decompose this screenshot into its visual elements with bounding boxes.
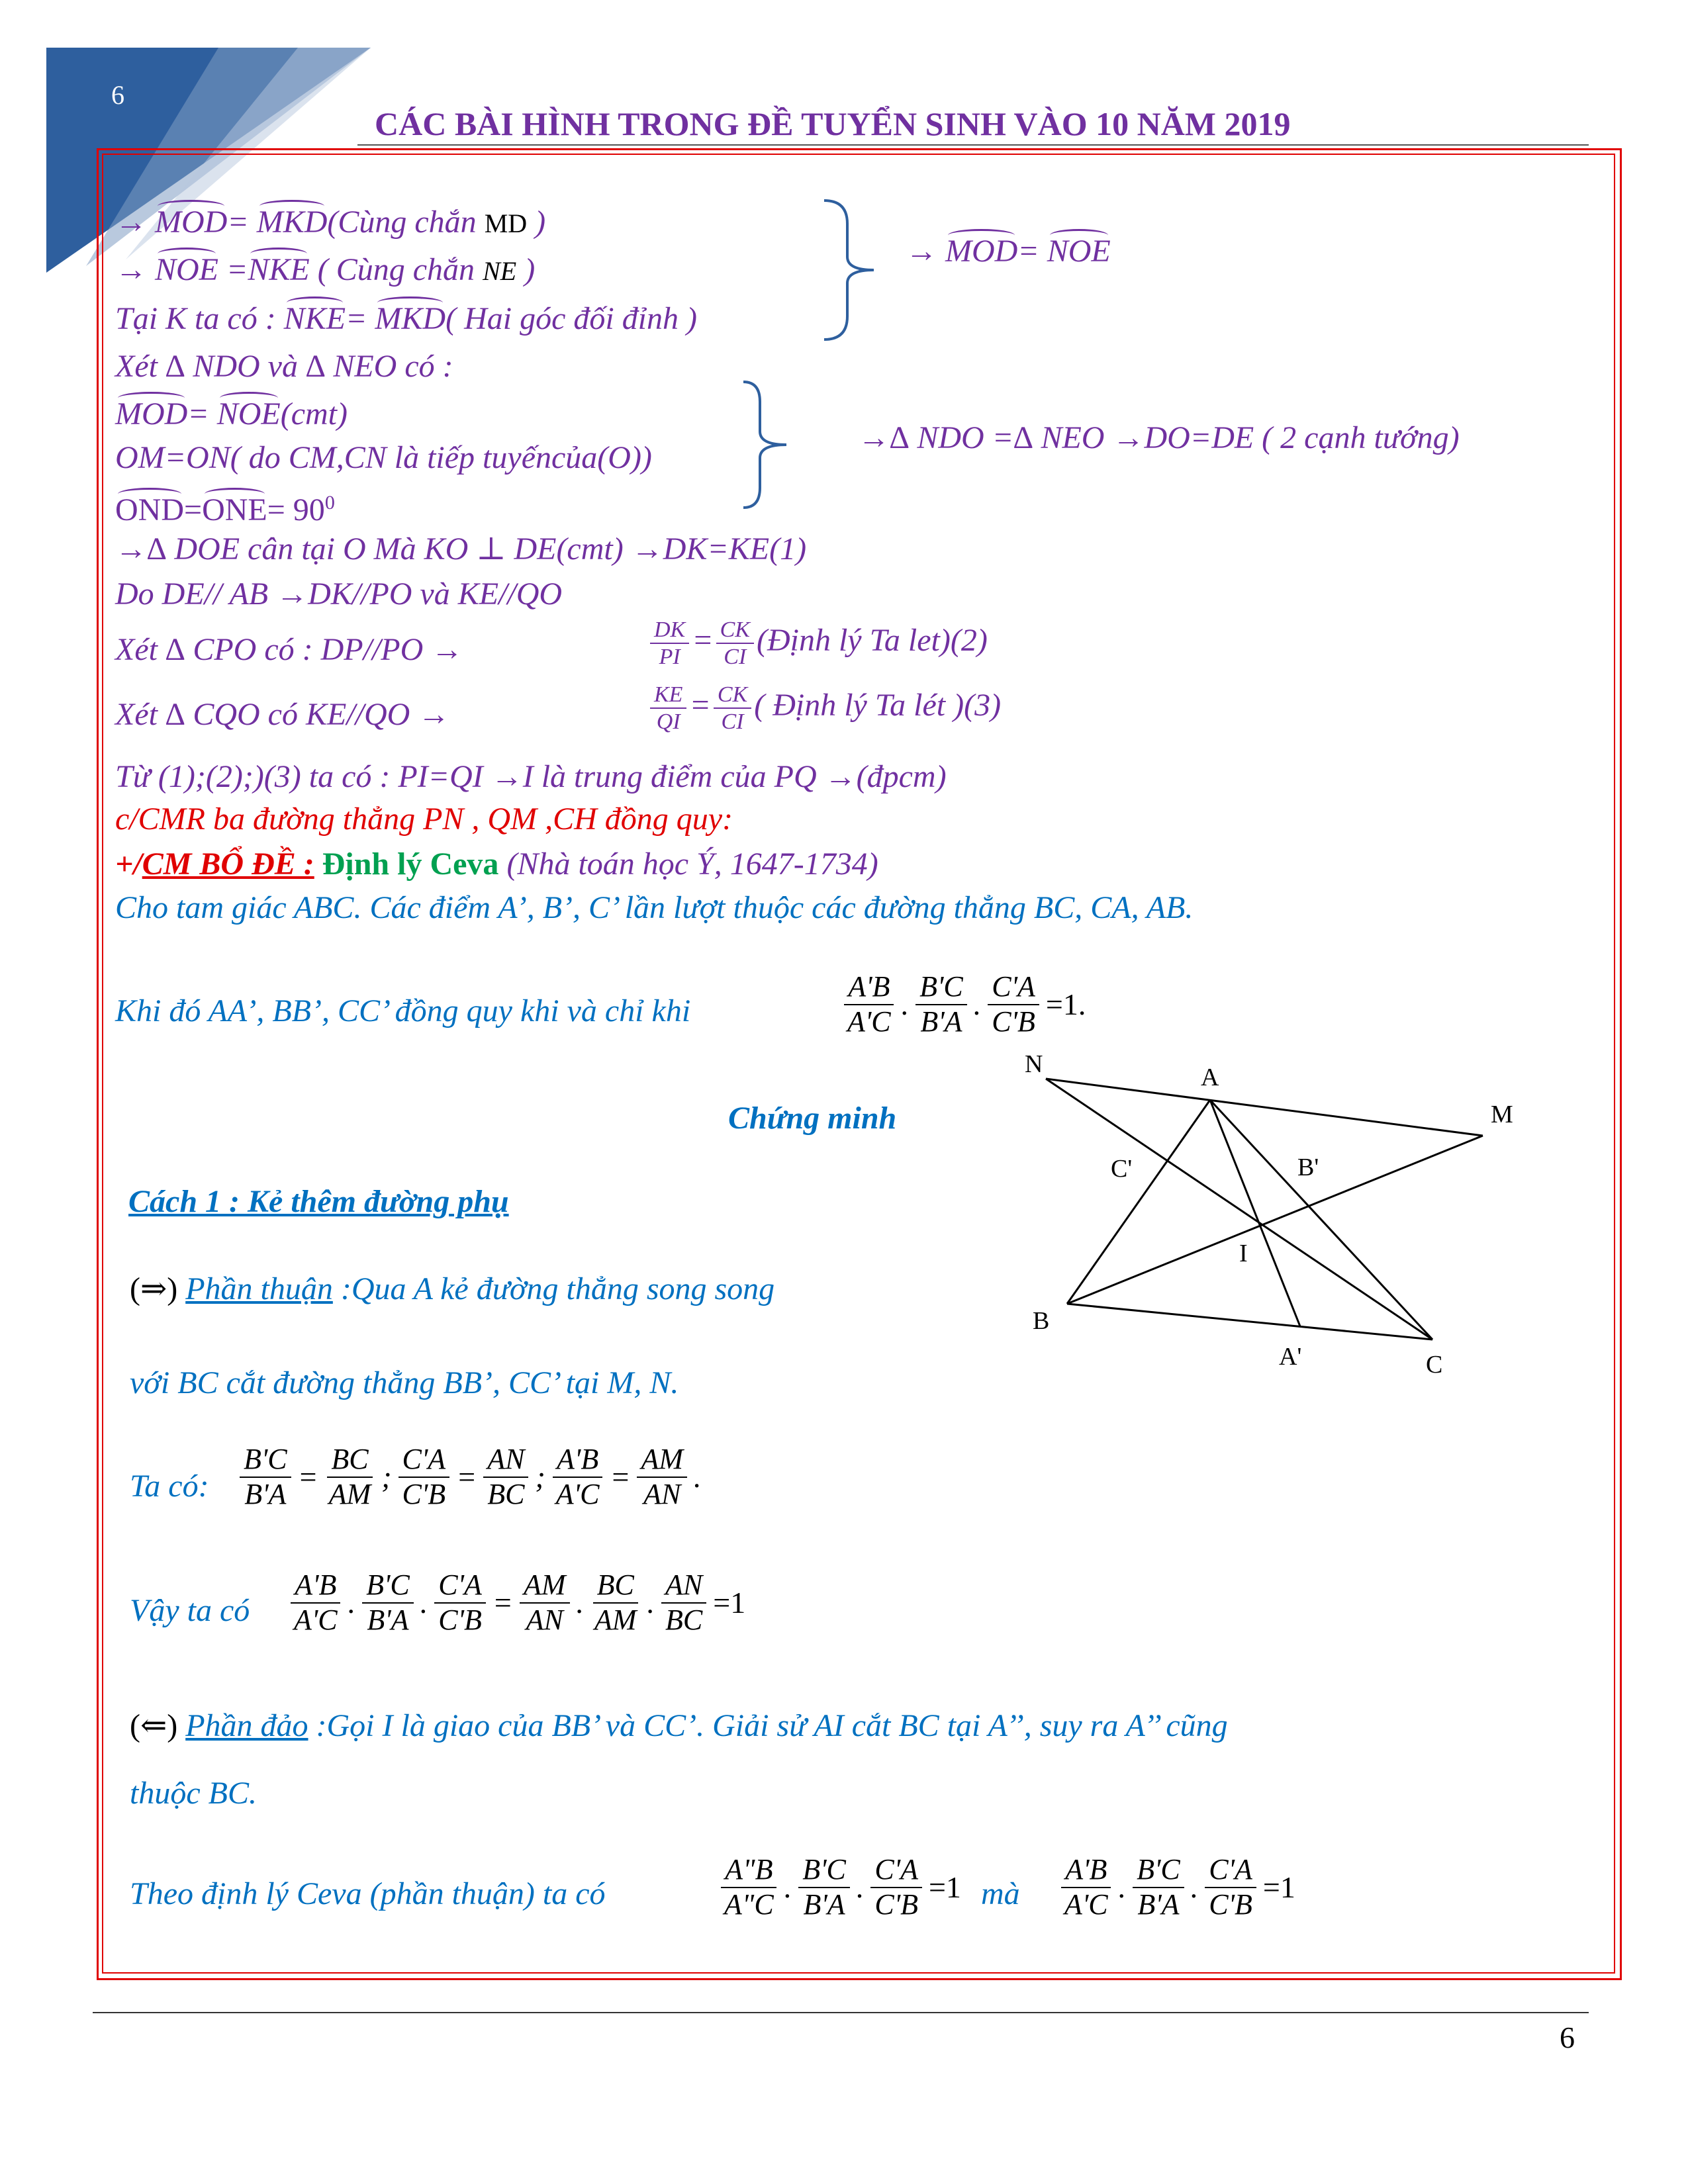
line-11: Xét ∆ CQO có KE//QO → — [115, 697, 450, 732]
line-10-formula: $\frac{DK}{PI}$ = $\frac{CK}{CI}$ (Định lý Ta let)(2) — [647, 617, 988, 670]
angle-mod-3: MOD — [115, 394, 187, 434]
angle-nke: NKE — [248, 250, 309, 290]
label-n: N — [1025, 1050, 1043, 1078]
forward-line: (⇒) Phần thuận :Qua A kẻ đường thẳng song song — [130, 1271, 775, 1306]
line-15: Cho tam giác ABC. Các điểm A’, B’, C’ lần lượt thuộc các đường thẳng BC, CA, AB. — [115, 890, 1194, 925]
label-b: B — [1033, 1307, 1050, 1335]
line-ab — [1067, 1100, 1210, 1304]
proof-heading: Chứng minh — [728, 1101, 897, 1136]
brace-1-result: → MOD= NOE — [906, 232, 1111, 271]
ma-word: mà — [981, 1876, 1020, 1911]
footer-rule — [93, 2012, 1589, 2013]
brace-2 — [740, 379, 793, 511]
angle-mkd: MKD — [257, 203, 328, 242]
method-1-heading: Cách 1 : Kẻ thêm đường phụ — [128, 1184, 509, 1219]
line-5: MOD= NOE(cmt) — [115, 394, 348, 434]
arc-ne: NE — [483, 256, 517, 286]
angle-mod-r: MOD — [945, 232, 1017, 271]
label-c: C — [1426, 1351, 1443, 1379]
angle-nke-2: NKE — [284, 299, 346, 339]
line-9: Do DE// AB →DK//PO và KE//QO — [115, 576, 563, 612]
label-c1: C' — [1111, 1155, 1133, 1183]
label-b1: B' — [1297, 1154, 1319, 1181]
page-title: CÁC BÀI HÌNH TRONG ĐỀ TUYỂN SINH VÀO 10 NĂM 2019 — [375, 105, 1291, 142]
theo-line: Theo định lý Ceva (phần thuận) ta có — [130, 1876, 606, 1911]
line-14: +/CM BỔ ĐỀ : Định lý Ceva (Nhà toán học Ý, 1647-1734) — [115, 846, 878, 882]
label-m: M — [1491, 1101, 1513, 1128]
line-bc — [1067, 1304, 1432, 1340]
line-16: Khi đó AA’, BB’, CC’ đồng quy khi và chỉ khi — [115, 993, 691, 1028]
taco-label: Ta có: — [130, 1469, 209, 1504]
vay-label: Vậy ta có — [130, 1593, 250, 1628]
ceva-formula: $\frac{A'B}{A'C}$ . $\frac{B'C}{B'A}$ . $\frac{C'A}{C'B}$ =1. — [841, 970, 1090, 1038]
line-aa1 — [1210, 1100, 1300, 1326]
forward-line-2: với BC cắt đường thẳng BB’, CC’ tại M, N. — [130, 1365, 679, 1400]
line-1: → MOD= MKD(Cùng chắn MD ) — [115, 203, 545, 244]
angle-mod: MOD — [155, 203, 227, 242]
angle-noe: NOE — [155, 250, 218, 290]
line-10: Xét ∆ CPO có : DP//PO → — [115, 632, 463, 667]
angle-noe-r: NOE — [1047, 232, 1111, 271]
brace-2-result: →∆ NDO =∆ NEO →DO=DE ( 2 cạnh tướng) — [858, 420, 1460, 455]
arc-md: MD — [484, 208, 528, 238]
page-badge-number: 6 — [111, 80, 124, 110]
ceva-figure — [1019, 1039, 1549, 1396]
line-11-formula: $\frac{KE}{QI}$ = $\frac{CK}{CI}$ ( Định lý Ta lét )(3) — [647, 682, 1001, 735]
angle-ond: OND — [115, 490, 184, 530]
angle-mkd-2: MKD — [375, 299, 445, 339]
footer-page-number: 6 — [1560, 2021, 1575, 2054]
reverse-line: (⇐) Phần đảo :Gọi I là giao của BB’ và CC’. Giải sử AI cắt BC tại A’’, suy ra A’’ cũng — [130, 1708, 1228, 1743]
line-6: OM=ON( do CM,CN là tiếp tuyếncủa(O)) — [115, 440, 652, 475]
line-3: Tại K ta có : NKE= MKD( Hai góc đối đỉnh ) — [115, 299, 697, 339]
line-2: → NOE =NKE ( Cùng chắn NE ) — [115, 250, 535, 291]
line-12: Từ (1);(2);)(3) ta có : PI=QI →I là trung điểm của PQ →(đpcm) — [115, 759, 947, 794]
label-a: A — [1201, 1064, 1219, 1091]
line-13: c/CMR ba đường thẳng PN , QM ,CH đồng quy: — [115, 801, 733, 837]
theo-formula-rhs: $\frac{A'B}{A'C}$ . $\frac{B'C}{B'A}$ . $\frac{C'A}{C'B}$ =1 — [1058, 1853, 1299, 1921]
label-a1: A' — [1279, 1343, 1302, 1371]
vay-formula: $\frac{A'B}{A'C}$ . $\frac{B'C}{B'A}$ . $\frac{C'A}{C'B}$ = $\frac{AM}{AN}$ . $\frac{BC}{AM}$ . $\frac{AN}{BC}$ =1 — [287, 1569, 749, 1637]
angle-one: ONE — [202, 490, 267, 530]
line-ac — [1210, 1100, 1432, 1340]
angle-noe-3: NOE — [217, 394, 281, 434]
line-8: →∆ DOE cân tại O Mà KO ⊥ DE(cmt) →DK=KE(1) — [115, 531, 807, 567]
header-rule — [357, 144, 1589, 146]
brace-1 — [821, 197, 880, 343]
line-4: Xét ∆ NDO và ∆ NEO có : — [115, 349, 453, 384]
line-7: $OND=ONE= 90^0$ — [115, 483, 335, 530]
theo-formula-lhs: $\frac{A"B}{A"C}$ . $\frac{B'C}{B'A}$ . $\frac{C'A}{C'B}$ =1 — [718, 1853, 965, 1921]
line-nm — [1046, 1079, 1483, 1136]
taco-formula: $\frac{B'C}{B'A}$ = $\frac{BC}{AM}$ ; $\frac{C'A}{C'B}$ = $\frac{AN}{BC}$ ; $\frac{A'B}{A'C}$ = $\frac{AM}{AN}$ . — [237, 1443, 706, 1511]
reverse-line-2: thuộc BC. — [130, 1776, 257, 1811]
line-nc — [1046, 1079, 1432, 1340]
label-i: I — [1239, 1240, 1248, 1267]
